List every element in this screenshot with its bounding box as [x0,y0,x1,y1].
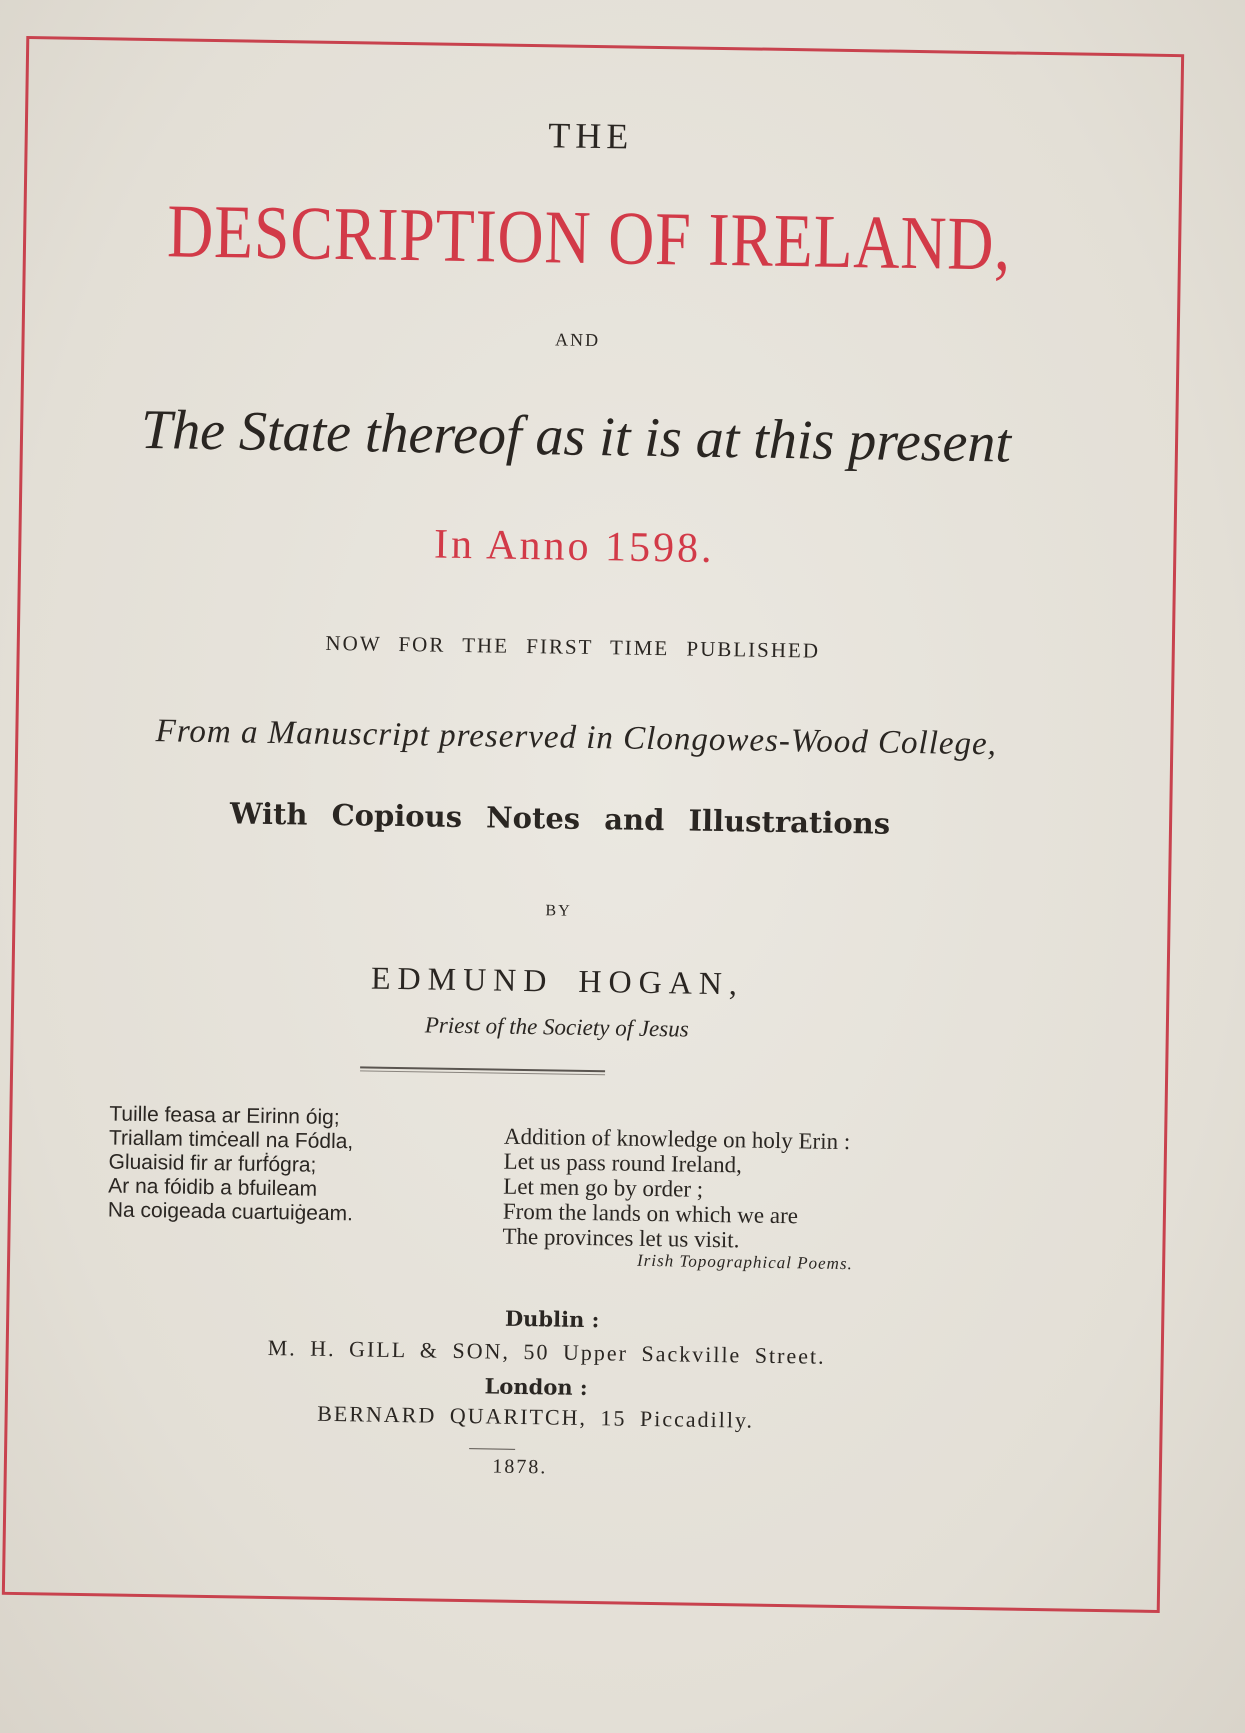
english-line: Let us pass round Ireland, [503,1148,743,1178]
divider-rule [360,1066,605,1075]
year-rule [469,1448,515,1450]
subtitle: The State thereof as it is at this present [140,398,1012,475]
main-title: DESCRIPTION OF IRELAND, [166,189,1012,287]
notes-illustrations: With Copious Notes and Illustrations [229,796,891,841]
author-name: EDMUND HOGAN, [370,959,745,1002]
irish-line: Na coigeada cuartuiġeam. [107,1198,354,1226]
english-epigraph [502,1124,850,1254]
english-line: The provinces let us visit. [502,1223,740,1253]
author-role: Priest of the Society of Jesus [424,1012,689,1042]
by-label: BY [545,902,572,920]
english-line: Let men go by order ; [503,1173,704,1202]
english-line: From the lands on which we are [502,1198,799,1229]
title-page-content [2,36,1178,1607]
irish-line: Gluaisid fir ar furḟógra; [108,1150,317,1177]
first-published-note: NOW FOR THE FIRST TIME PUBLISHED [325,630,821,663]
publication-year: 1878. [492,1455,548,1479]
irish-line: Triallam timċeall na Fódla, [108,1126,354,1154]
imprint-publisher-quaritch: BERNARD QUARITCH, 15 Piccadilly. [317,1400,755,1433]
manuscript-source: From a Manuscript preserved in Clongowes-Wood College, [155,713,998,763]
imprint-city-london: London : [484,1373,588,1401]
irish-epigraph [108,1102,355,1226]
imprint-city-dublin: Dublin : [504,1305,600,1333]
title-conjunction: AND [554,329,601,351]
english-line: Addition of knowledge on holy Erin : [503,1123,851,1155]
title-article: THE [547,115,634,157]
irish-line: Tuille feasa ar Eirinn óig; [109,1102,340,1130]
irish-line: Ar na fóidib a bfuileam [108,1174,318,1201]
epigraph-attribution: Irish Topographical Poems. [636,1250,853,1274]
imprint-publisher-gill: M. H. GILL & SON, 50 Upper Sackville Street. [267,1335,826,1369]
anno-year: In Anno 1598. [433,521,715,572]
